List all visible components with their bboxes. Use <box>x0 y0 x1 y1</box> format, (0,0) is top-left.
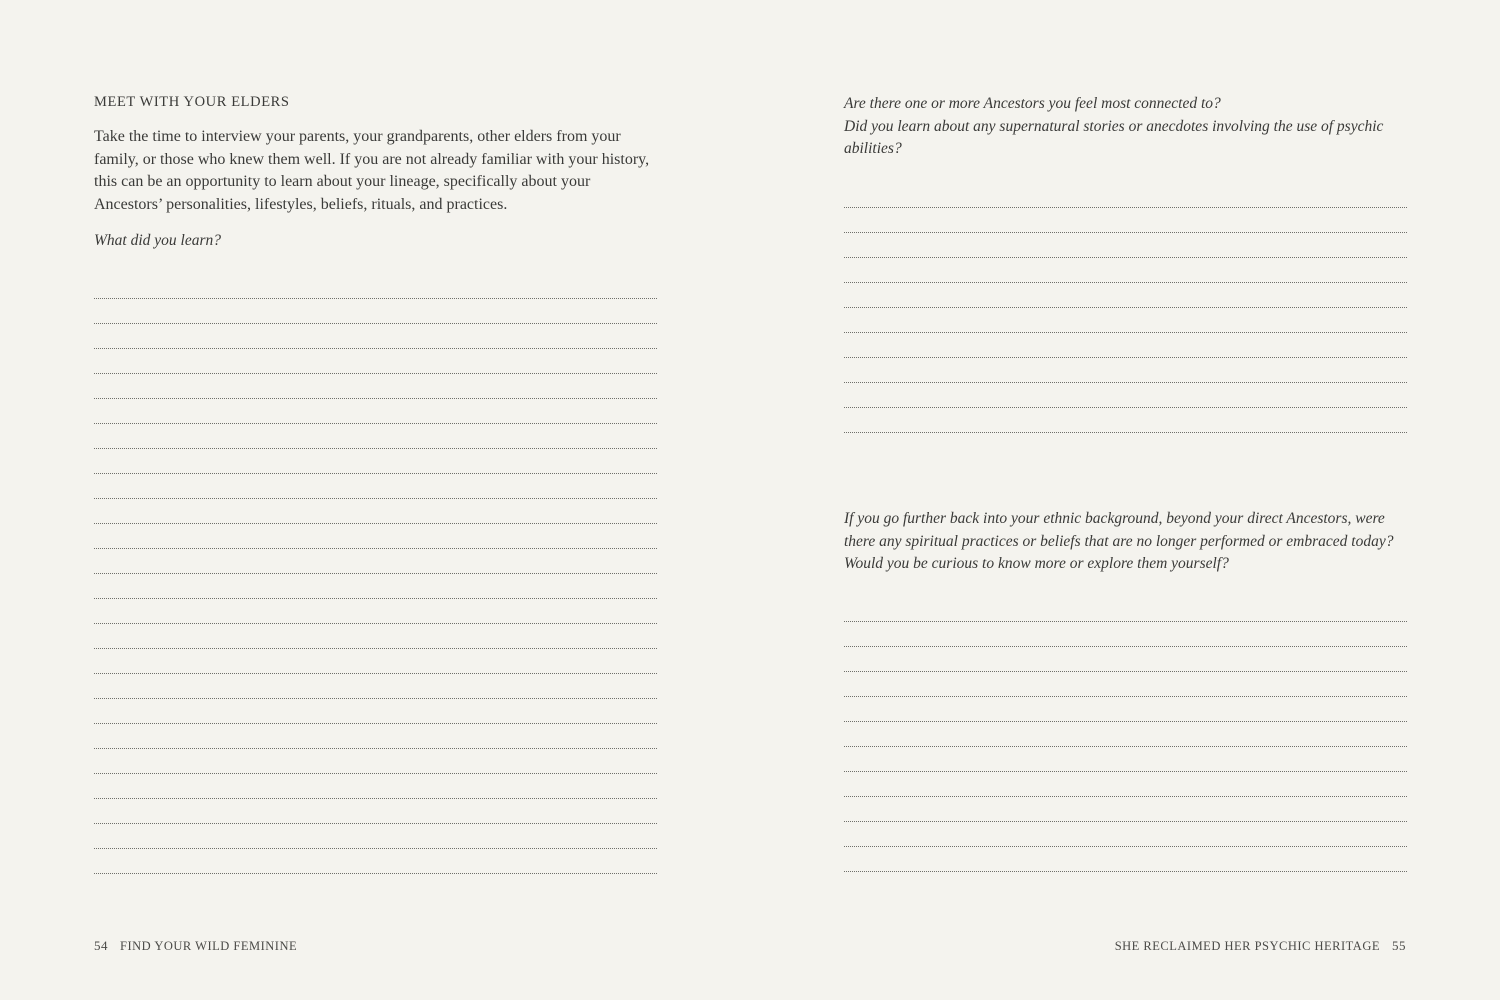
writing-line[interactable] <box>94 548 657 549</box>
footer-right <box>1115 938 1406 954</box>
writing-line[interactable] <box>94 673 657 674</box>
writing-line[interactable] <box>844 871 1407 872</box>
writing-line[interactable] <box>94 623 657 624</box>
prompt-connected-ancestors <box>844 93 1414 161</box>
writing-line[interactable] <box>94 698 657 699</box>
running-title: FIND YOUR WILD FEMININE <box>120 939 298 953</box>
footer-left <box>94 938 297 954</box>
writing-line[interactable] <box>844 621 1407 622</box>
writing-line[interactable] <box>844 232 1407 233</box>
writing-line[interactable] <box>844 671 1407 672</box>
writing-line[interactable] <box>94 823 657 824</box>
prompt-line: Did you learn about any supernatural stories or anecdotes involving the use of psychic abilities? <box>844 117 1384 157</box>
writing-line[interactable] <box>844 257 1407 258</box>
writing-line[interactable] <box>94 448 657 449</box>
writing-line[interactable] <box>94 648 657 649</box>
writing-lines-left[interactable] <box>94 298 657 874</box>
writing-line[interactable] <box>94 373 657 374</box>
writing-line[interactable] <box>94 348 657 349</box>
prompt-ethnic-background <box>844 508 1414 576</box>
running-title: SHE RECLAIMED HER PSYCHIC HERITAGE <box>1114 939 1380 953</box>
writing-line[interactable] <box>94 873 657 874</box>
writing-line[interactable] <box>94 573 657 574</box>
writing-line[interactable] <box>94 523 657 524</box>
writing-line[interactable] <box>844 307 1407 308</box>
writing-lines-right-bottom[interactable] <box>844 621 1407 872</box>
writing-line[interactable] <box>844 646 1407 647</box>
writing-line[interactable] <box>94 298 657 299</box>
writing-line[interactable] <box>844 407 1407 408</box>
writing-line[interactable] <box>844 821 1407 822</box>
writing-line[interactable] <box>844 332 1407 333</box>
writing-line[interactable] <box>94 748 657 749</box>
writing-line[interactable] <box>94 848 657 849</box>
writing-line[interactable] <box>94 423 657 424</box>
right-page <box>750 0 1500 1000</box>
body-paragraph: Take the time to interview your parents, your grandparents, other elders from your family, or those who knew them well. If you are not already familiar with your history, this can be an opportunity to learn about your lineage, specifically about your Ancestors’ personalities, lifestyles, beliefs, rituals, and practices. <box>94 128 650 213</box>
writing-line[interactable] <box>844 282 1407 283</box>
page-number: 55 <box>1392 938 1406 953</box>
prompt-line: Would you be curious to know more or explore them yourself? <box>844 555 1229 572</box>
writing-line[interactable] <box>844 382 1407 383</box>
writing-line[interactable] <box>844 432 1407 433</box>
writing-line[interactable] <box>844 207 1407 208</box>
writing-line[interactable] <box>844 357 1407 358</box>
prompt-line: Are there one or more Ancestors you feel most connected to? <box>844 95 1221 112</box>
writing-line[interactable] <box>94 598 657 599</box>
writing-line[interactable] <box>94 473 657 474</box>
writing-line[interactable] <box>94 723 657 724</box>
writing-line[interactable] <box>94 798 657 799</box>
writing-line[interactable] <box>844 696 1407 697</box>
writing-line[interactable] <box>844 721 1407 722</box>
section-heading: MEET WITH YOUR ELDERS <box>94 94 290 110</box>
writing-line[interactable] <box>94 773 657 774</box>
writing-line[interactable] <box>94 323 657 324</box>
writing-line[interactable] <box>844 771 1407 772</box>
page-number: 54 <box>94 938 108 953</box>
prompt-what-did-you-learn: What did you learn? <box>94 232 221 249</box>
writing-line[interactable] <box>94 398 657 399</box>
prompt-line: If you go further back into your ethnic background, beyond your direct Ancestors, were there any spiritual practices or beliefs that are no longer performed or embraced today? <box>844 510 1394 550</box>
writing-lines-right-top[interactable] <box>844 207 1407 433</box>
writing-line[interactable] <box>94 498 657 499</box>
writing-line[interactable] <box>844 796 1407 797</box>
writing-line[interactable] <box>844 846 1407 847</box>
writing-line[interactable] <box>844 746 1407 747</box>
